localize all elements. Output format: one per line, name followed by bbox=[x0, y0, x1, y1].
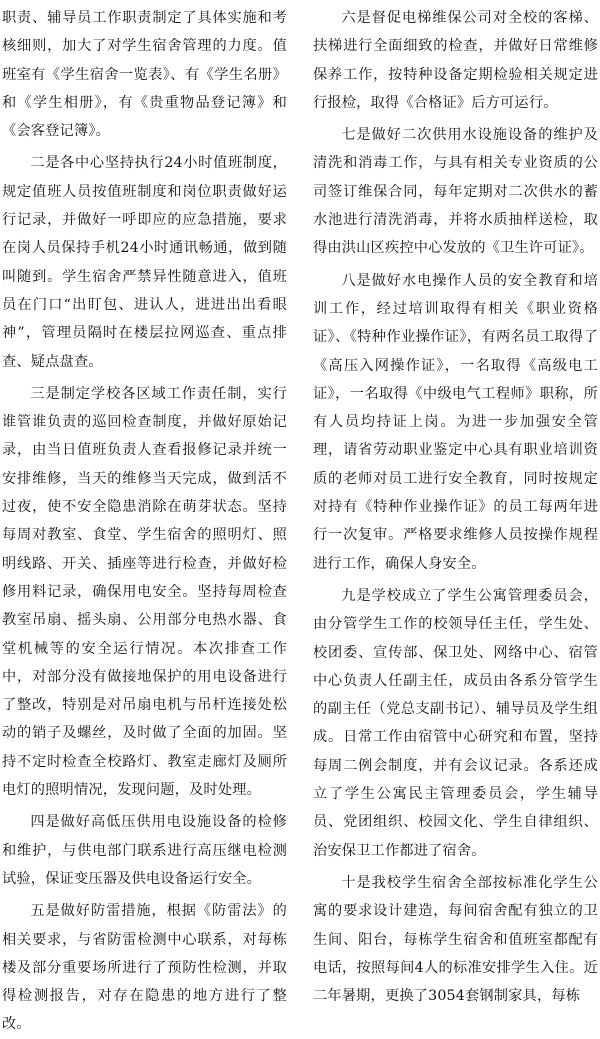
paragraph: 二是各中心坚持执行24小时值班制度，规定值班人员按值班制度和岗位职责做好运行记录，并做好一呼即应的应急措施，要求在岗人员保持手机24小时通讯畅通，做到随叫随到。学生宿舍严禁异性随意进入，值班员在门口“出盯包、进认人，进进出出看眼神”，管理员隔时在楼层拉网巡查、重点排查、疑点盘查。 bbox=[2, 155, 287, 370]
right-column bbox=[313, 4, 600, 1005]
paragraph: 三是制定学校各区域工作责任制，实行谁管谁负责的巡回检查制度，并做好原始记录，由当日值班负责人查看报修记录并统一安排维修，当天的维修当天完成，做到活不过夜，使不安全隐患消除在萌芽状态。坚持每周对教室、食堂、学生宿舍的照明灯、照明线路、开关、插座等进行检查，并做好检修用料记录，确保用电安全。坚持每周检查教室吊扇、摇头扇、公用部分电热水器、食堂机械等的安全运行情况。本次排查工作中，对部分没有做接地保护的用电设备进行了整改，特别是对吊扇电机与吊杆连接处松动的销子及螺丝，及时做了全面的加固。坚持不定时检查全校路灯、教室走廊灯及厕所电灯的照明情况，发现问题，及时处理。 bbox=[2, 385, 287, 799]
paragraph: 八是做好水电操作人员的安全教育和培训工作，经过培训取得有相关《职业资格证》、《特种作业操作证》，有两名员工取得了《高压入网操作证》，一名取得《高级电工证》，一名取得《中级电气工程师》职称，所有人员均持证上岗。为进一步加强安全管理，请省劳动职业鉴定中心具有职业培训资质的老师对员工进行安全教育，同时按规定对持有《特种作业操作证》的员工每两年进行一次复审。严格要求维修人员按操作规程进行工作，确保人身安全。 bbox=[313, 272, 598, 572]
paragraph: 九是学校成立了学生公寓管理委员会，由分管学生工作的校领导任主任，学生处、校团委、宣传部、保卫处、网络中心、宿管中心负责人任副主任，成员由各系分管学生的副主任（党总支副书记）、辅导员及学生组成。日常工作由宿管中心研究和布置，坚持每周二例会制度，并有会议记录。各系还成立了学生公寓民主管理委员会，学生辅导员、党团组织、校园文化、学生自律组织、治安保卫工作都进了宿舍。 bbox=[313, 587, 598, 859]
paragraph: 六是督促电梯维保公司对全校的客梯、扶梯进行全面细致的检查，并做好日常维修保养工作，按特种设备定期检验相关规定进行报检，取得《合格证》后方可运行。 bbox=[313, 10, 598, 111]
left-column bbox=[0, 4, 287, 1033]
paragraph: 七是做好二次供用水设施设备的维护及清洗和消毒工作，与具有相关专业资质的公司签订维保合同，每年定期对二次供水的蓄水池进行清洗消毒，并将水质抽样送检，取得由洪山区疾控中心发放的《卫生许可证》。 bbox=[313, 127, 598, 257]
paragraph: 职责、辅导员工作职责制定了具体实施和考核细则，加大了对学生宿舍管理的力度。值班室有《学生宿舍一览表》、有《学生名册》和《学生相册》，有《贵重物品登记簿》和《会客登记簿》。 bbox=[2, 10, 287, 140]
paragraph: 四是做好高低压供用电设施设备的检修和维护，与供电部门联系进行高压继电检测试验，保证变压器及供电设备运行安全。 bbox=[2, 814, 287, 887]
paragraph: 五是做好防雷措施，根据《防雷法》的相关要求，与省防雷检测中心联系，对每栋楼及部分重要场所进行了预防性检测，并取得检测报告，对存在隐患的地方进行了整改。 bbox=[2, 903, 287, 1033]
paragraph: 十是我校学生宿舍全部按标准化学生公寓的要求设计建造，每间宿舍配有独立的卫生间、阳台，每栋学生宿舍和值班室都配有电话，按照每间4人的标准安排学生入住。近二年暑期，更换了3054套钢制家具，每栋 bbox=[313, 874, 598, 1005]
